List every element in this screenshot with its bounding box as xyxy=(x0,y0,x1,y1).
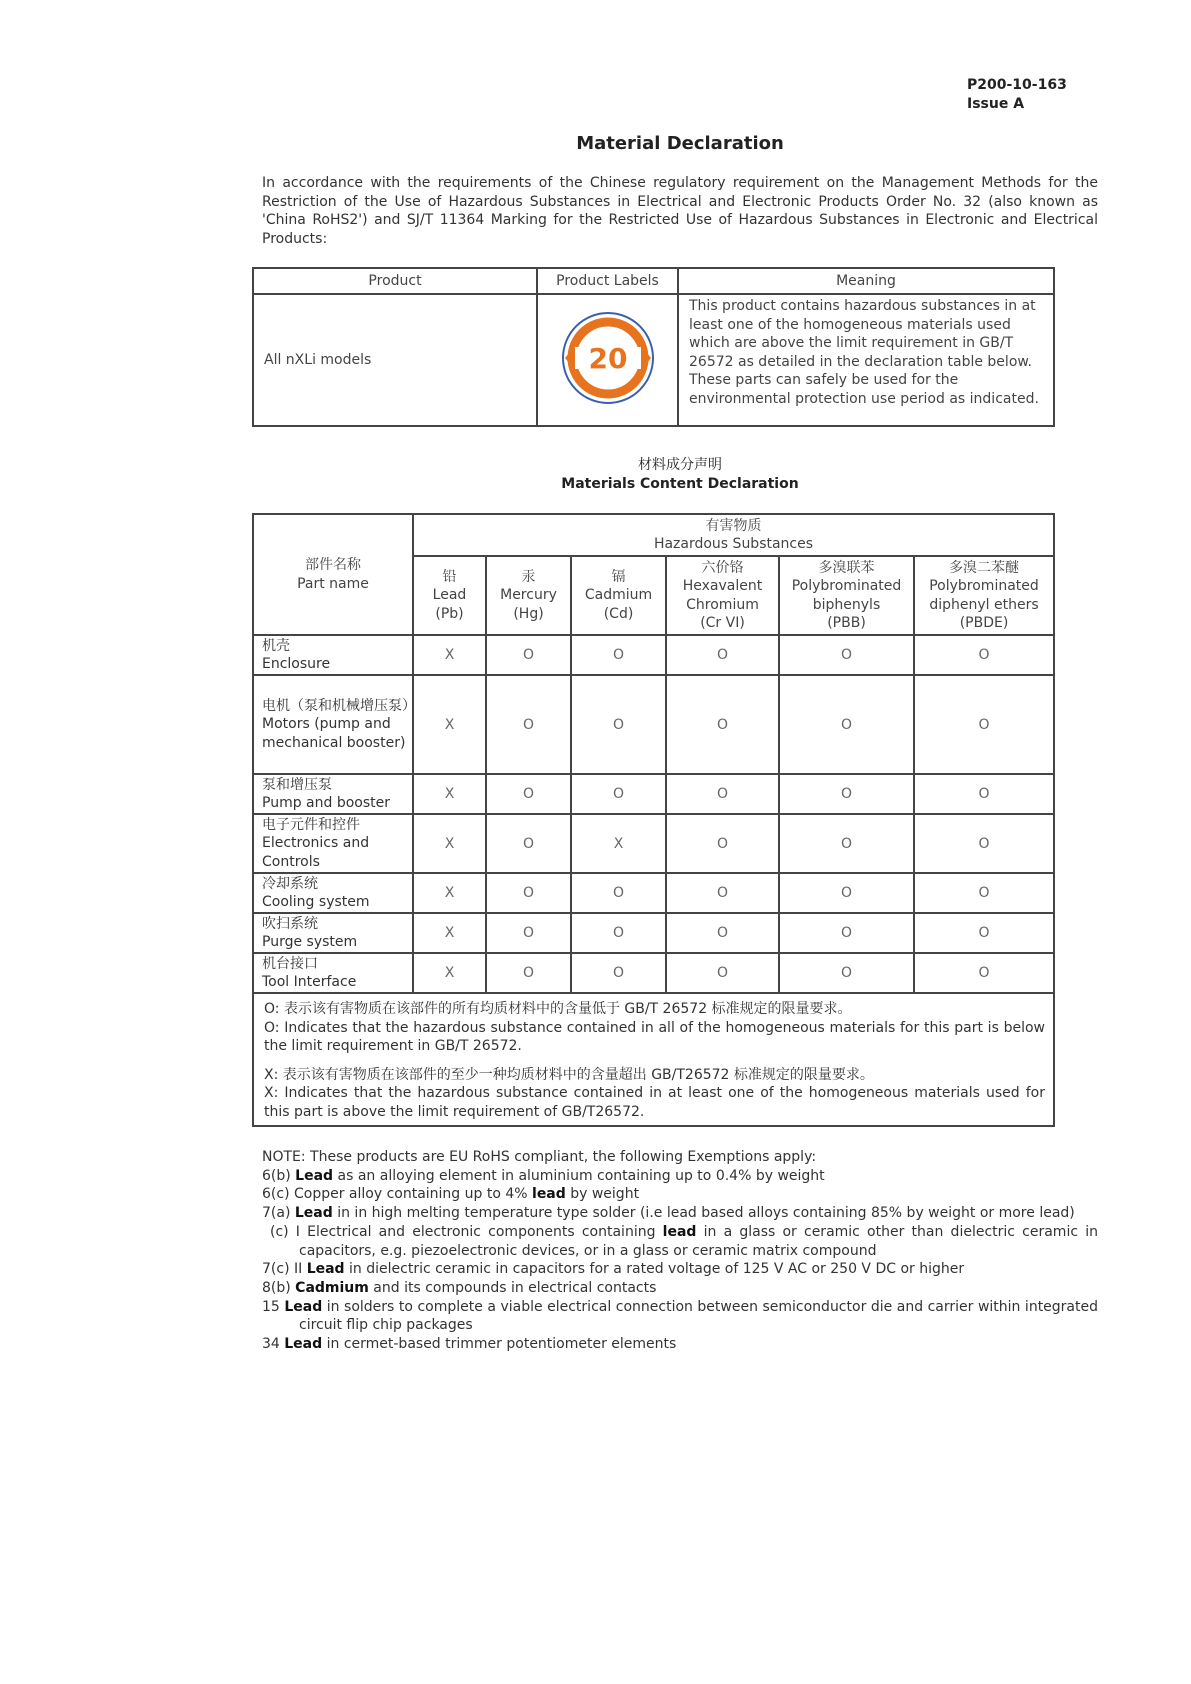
hazardous-substances-header: 有害物质 Hazardous Substances xyxy=(413,514,1054,556)
part-name-header: 部件名称 Part name xyxy=(253,514,413,635)
value-cell: O xyxy=(486,873,571,913)
substance-header-cadmium: 镉 Cadmium (Cd) xyxy=(571,556,666,635)
note-o-zh: O: 表示该有害物质在该部件的所有均质材料中的含量低于 GB/T 26572 标准规定的限量要求。 xyxy=(264,1001,852,1017)
value-cell: O xyxy=(486,953,571,993)
exemptions-section xyxy=(262,1148,1098,1354)
list-item: 6(c) Copper alloy containing up to 4% lead by weight xyxy=(262,1186,640,1203)
part-name-cell: 电机（泵和机械增压泵） Motors (pump and mechanical booster) xyxy=(253,675,413,774)
group-header-row xyxy=(253,514,1054,556)
value-cell: X xyxy=(413,953,486,993)
value-cell: O xyxy=(914,913,1054,953)
value-cell: X xyxy=(413,635,486,675)
part-name-cell: 机壳 Enclosure xyxy=(253,635,413,675)
document-reference xyxy=(967,76,1067,114)
list-item: 15 Lead in solders to complete a viable electrical connection between semiconductor die and carrier within integrated circuit flip chip packages xyxy=(262,1298,1099,1334)
value-cell: O xyxy=(571,635,666,675)
value-cell: O xyxy=(779,635,914,675)
value-cell: O xyxy=(666,635,779,675)
value-cell: O xyxy=(666,774,779,814)
table-notes xyxy=(253,993,1054,1126)
exemptions-note: NOTE: These products are EU RoHS compliant, the following Exemptions apply: xyxy=(262,1149,817,1165)
list-item: 34 Lead in cermet-based trimmer potentiometer elements xyxy=(262,1336,677,1353)
value-cell: O xyxy=(666,873,779,913)
value-cell: O xyxy=(571,953,666,993)
value-cell: O xyxy=(571,913,666,953)
value-cell: O xyxy=(486,774,571,814)
substance-header-pbb: 多溴联苯 Polybrominated biphenyls (PBB) xyxy=(779,556,914,635)
header-product: Product xyxy=(253,268,537,294)
value-cell: O xyxy=(914,635,1054,675)
list-item: 7(c) II Lead in dielectric ceramic in capacitors for a rated voltage of 125 V AC or 250 V DC or higher xyxy=(262,1261,965,1278)
note-x-en: X: Indicates that the hazardous substance contained in at least one of the homogeneous materials used for this part is above the limit requirement of GB/T26572. xyxy=(264,1085,1045,1120)
value-cell: O xyxy=(779,675,914,774)
materials-content-table xyxy=(252,513,1055,1127)
note-x-zh: X: 表示该有害物质在该部件的至少一种均质材料中的含量超出 GB/T26572 标准规定的限量要求。 xyxy=(264,1066,874,1083)
note-o-en: O: Indicates that the hazardous substance contained in all of the homogeneous materials for this part is below the limit requirement in GB/T 26572. xyxy=(264,1019,1045,1054)
value-cell: O xyxy=(779,913,914,953)
value-cell: O xyxy=(486,635,571,675)
epup-label-cell xyxy=(537,294,678,426)
value-cell: X xyxy=(413,774,486,814)
value-cell: X xyxy=(413,873,486,913)
value-cell: O xyxy=(666,953,779,993)
header-meaning: Meaning xyxy=(678,268,1054,294)
epup-20-icon xyxy=(559,309,657,407)
table-row xyxy=(253,913,1054,953)
substance-header-pbde: 多溴二苯醚 Polybrominated diphenyl ethers (PBDE) xyxy=(914,556,1054,635)
value-cell: O xyxy=(486,814,571,873)
epup-years: 20 xyxy=(588,342,627,375)
notes-row xyxy=(253,993,1054,1126)
part-name-cell: 电子元件和控件 Electronics and Controls xyxy=(253,814,413,873)
list-item: 8(b) Cadmium and its compounds in electrical contacts xyxy=(262,1279,657,1296)
value-cell: O xyxy=(779,814,914,873)
label-table-row xyxy=(253,294,1054,426)
table-row xyxy=(253,814,1054,873)
product-label-table xyxy=(252,267,1055,427)
value-cell: X xyxy=(413,913,486,953)
substance-header-mercury: 汞 Mercury (Hg) xyxy=(486,556,571,635)
table-row xyxy=(253,635,1054,675)
label-table-header xyxy=(253,268,1054,294)
table-row xyxy=(253,953,1054,993)
value-cell: O xyxy=(914,953,1054,993)
table-row xyxy=(253,675,1054,774)
value-cell: O xyxy=(486,913,571,953)
value-cell: O xyxy=(666,814,779,873)
value-cell: O xyxy=(486,675,571,774)
page-title: Material Declaration xyxy=(576,133,784,154)
label-meaning: This product contains hazardous substances in at least one of the homogeneous materials used which are above the limit requirement in GB/T 26572 as detailed in the declaration table below. These parts can safely be used for the environmental protection use period as indicated. xyxy=(678,294,1054,426)
part-name-cell: 机台接口 Tool Interface xyxy=(253,953,413,993)
value-cell: O xyxy=(914,814,1054,873)
value-cell: O xyxy=(779,953,914,993)
part-name-cell: 吹扫系统 Purge system xyxy=(253,913,413,953)
content-table-caption xyxy=(0,456,1191,494)
list-item: 7(a) Lead in in high melting temperature type solder (i.e lead based alloys containing 85% by weight or more lead) xyxy=(262,1205,1075,1222)
value-cell: O xyxy=(666,675,779,774)
part-name-cell: 冷却系统 Cooling system xyxy=(253,873,413,913)
value-cell: X xyxy=(413,814,486,873)
value-cell: O xyxy=(914,774,1054,814)
table-row xyxy=(253,774,1054,814)
part-name-cell: 泵和增压泵 Pump and booster xyxy=(253,774,413,814)
list-item: 6(b) Lead as an alloying element in aluminium containing up to 0.4% by weight xyxy=(262,1167,825,1184)
list-item: (c) I Electrical and electronic components containing lead in a glass or ceramic other than dielectric ceramic in capacitors, e.g. piezoelectronic devices, or in a glass or ceramic matrix compound xyxy=(270,1223,1098,1259)
issue-label: Issue A xyxy=(967,96,1025,112)
value-cell: O xyxy=(666,913,779,953)
intro-paragraph: In accordance with the requirements of the Chinese regulatory requirement on the Management Methods for the Restriction of the Use of Hazardous Substances in Electrical and Electronic Products Order No. 32 (also known as 'China RoHS2') and SJ/T 11364 Marking for the Restricted Use of Hazardous Substances in Electronic and Electrical Products: xyxy=(262,175,1098,247)
value-cell: O xyxy=(571,873,666,913)
header-product-labels: Product Labels xyxy=(537,268,678,294)
caption-en: Materials Content Declaration xyxy=(561,476,799,492)
value-cell: O xyxy=(571,675,666,774)
substance-header-chromium: 六价铬 Hexavalent Chromium (Cr VI) xyxy=(666,556,779,635)
doc-number: P200-10-163 xyxy=(967,77,1067,93)
value-cell: O xyxy=(779,873,914,913)
value-cell: X xyxy=(413,675,486,774)
product-name: All nXLi models xyxy=(253,294,537,426)
value-cell: O xyxy=(571,774,666,814)
substance-header-lead: 铅 Lead (Pb) xyxy=(413,556,486,635)
table-row xyxy=(253,873,1054,913)
value-cell: X xyxy=(571,814,666,873)
value-cell: O xyxy=(779,774,914,814)
value-cell: O xyxy=(914,675,1054,774)
caption-zh: 材料成分声明 xyxy=(638,457,722,473)
value-cell: O xyxy=(914,873,1054,913)
